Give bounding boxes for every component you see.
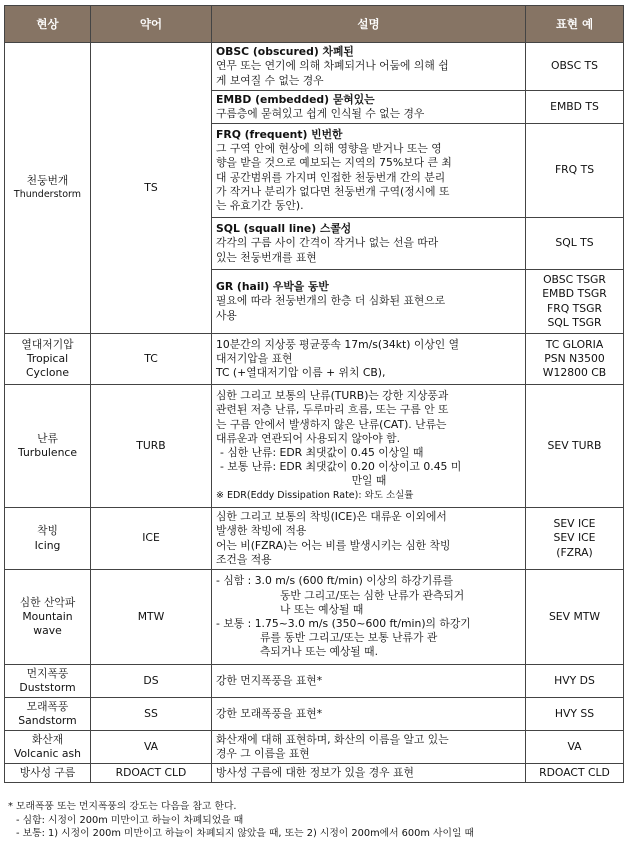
- table-row: [5, 698, 624, 731]
- header-row: [5, 6, 624, 43]
- table-row: [5, 43, 624, 91]
- table-row: [5, 570, 624, 665]
- phenomenon-ts: 천둥번개 Thunderstorm: [5, 43, 91, 334]
- desc-ice: 심한 그리고 보통의 착빙(ICE)은 대류운 이외에서 발생한 착빙에 적용 어는 비(FZRA)는 어는 비를 발생시키는 심한 착빙 조건을 적용: [212, 508, 526, 570]
- phenomenon-rdoact: 방사성 구름: [5, 764, 91, 783]
- desc-va: 화산재에 대해 표현하며, 화산의 이름을 알고 있는 경우 그 이름을 표현: [212, 731, 526, 764]
- desc-sql: SQL (squall line) 스콜성 각각의 구름 사이 간격이 작거나 없는 선을 따라 있는 천둥번개를 표현: [212, 218, 526, 270]
- example-rdoact: RDOACT CLD: [526, 764, 624, 783]
- header-abbr: 약어: [91, 6, 212, 43]
- abbr-va: VA: [91, 731, 212, 764]
- phenomenon-ds: 먼지폭풍 Duststorm: [5, 665, 91, 698]
- table-row: [5, 508, 624, 570]
- table-row: [5, 334, 624, 385]
- header-example: 표현 예: [526, 6, 624, 43]
- desc-obsc: OBSC (obscured) 차폐된 연무 또는 연기에 의해 차폐되거나 어둠에 의해 쉽 게 보여질 수 없는 경우: [212, 43, 526, 91]
- desc-ds: 강한 먼지폭풍을 표현*: [212, 665, 526, 698]
- example-va: VA: [526, 731, 624, 764]
- footnote-line: - 보통: 1) 시정이 200m 미만이고 하늘이 차폐되지 않았을 때, 또는 2) 시정이 200m에서 600m 사이일 때: [16, 828, 474, 839]
- desc-frq: FRQ (frequent) 빈번한 그 구역 안에 현상에 의해 영향을 받거나 또는 영 향을 받을 것으로 예보되는 지역의 75%보다 큰 최 대 공간범위를 가지며 인접한 천둥번개 간의 분리 가 작거나 분리가 없다면 천둥번개 구역(정시에 또 는 유효기간 동안).: [212, 124, 526, 218]
- abbr-turb: TURB: [91, 385, 212, 508]
- example-ds: HVY DS: [526, 665, 624, 698]
- desc-turb: 심한 그리고 보통의 난류(TURB)는 강한 지상풍과 관련된 저층 난류, 두루마리 흐름, 또는 구름 안 또 는 구름 안에서 발생하지 않은 난류(CAT). 난류는 대류운과 연관되어 사용되지 않아야 함. - 심한 난류: EDR 최댓값이 0.45 이상일 때 - 보통 난류: EDR 최댓값이 0.20 이상이고 0.45 미 만일 때 ※ EDR(Eddy Dissipation Rate): 와도 소실률: [212, 385, 526, 508]
- phenomenon-ice: 착빙 Icing: [5, 508, 91, 570]
- phenomenon-mtw: 심한 산악파 Mountain wave: [5, 570, 91, 665]
- abbr-rdoact: RDOACT CLD: [91, 764, 212, 783]
- example-ice: SEV ICE SEV ICE (FZRA): [526, 508, 624, 570]
- abbr-ss: SS: [91, 698, 212, 731]
- example-obsc: OBSC TS: [526, 43, 624, 91]
- example-mtw: SEV MTW: [526, 570, 624, 665]
- abbr-mtw: MTW: [91, 570, 212, 665]
- header-phenomenon: 현상: [5, 6, 91, 43]
- table-row: [5, 665, 624, 698]
- footnote-line: * 모래폭풍 또는 먼지폭풍의 강도는 다음을 참고 한다.: [8, 801, 237, 812]
- desc-rdoact: 방사성 구름에 대한 정보가 있을 경우 표현: [212, 764, 526, 783]
- phenomenon-turb: 난류 Turbulence: [5, 385, 91, 508]
- footnote: [8, 800, 620, 841]
- desc-embd: EMBD (embedded) 묻혀있는 구름층에 묻혀있고 쉽게 인식될 수 없는 경우: [212, 91, 526, 124]
- example-gr: OBSC TSGR EMBD TSGR FRQ TSGR SQL TSGR: [526, 270, 624, 334]
- phenomenon-tc: 열대저기압 Tropical Cyclone: [5, 334, 91, 385]
- desc-ss: 강한 모래폭풍을 표현*: [212, 698, 526, 731]
- example-ss: HVY SS: [526, 698, 624, 731]
- abbr-tc: TC: [91, 334, 212, 385]
- table-row: [5, 385, 624, 508]
- phenomenon-va: 화산재 Volcanic ash: [5, 731, 91, 764]
- desc-gr: GR (hail) 우박을 동반 필요에 따라 천둥번개의 한층 더 심화된 표현으로 사용: [212, 270, 526, 334]
- table-row: [5, 731, 624, 764]
- abbr-ds: DS: [91, 665, 212, 698]
- example-sql: SQL TS: [526, 218, 624, 270]
- example-frq: FRQ TS: [526, 124, 624, 218]
- abbr-ice: ICE: [91, 508, 212, 570]
- abbr-ts: TS: [91, 43, 212, 334]
- footnote-line: - 심함: 시정이 200m 미만이고 하늘이 차폐되었을 때: [16, 814, 244, 826]
- example-tc: TC GLORIA PSN N3500 W12800 CB: [526, 334, 624, 385]
- phenomenon-ss: 모래폭풍 Sandstorm: [5, 698, 91, 731]
- weather-phenomena-table: [4, 5, 624, 783]
- example-embd: EMBD TS: [526, 91, 624, 124]
- example-turb: SEV TURB: [526, 385, 624, 508]
- desc-tc: 10분간의 지상풍 평균풍속 17m/s(34kt) 이상인 열 대저기압을 표현 TC (+열대저기압 이름 + 위치 CB),: [212, 334, 526, 385]
- header-desc: 설명: [212, 6, 526, 43]
- desc-mtw: - 심함 : 3.0 m/s (600 ft/min) 이상의 하강기류를 동반 그리고/또는 심한 난류가 관측되거 나 또는 예상될 때 - 보통 : 1.75~3.0 m/s (350~600 ft/min)의 하강기 류를 동반 그리고/또는 보통 난류가 관 측되거나 또는 예상될 때.: [212, 570, 526, 665]
- table-row: [5, 764, 624, 783]
